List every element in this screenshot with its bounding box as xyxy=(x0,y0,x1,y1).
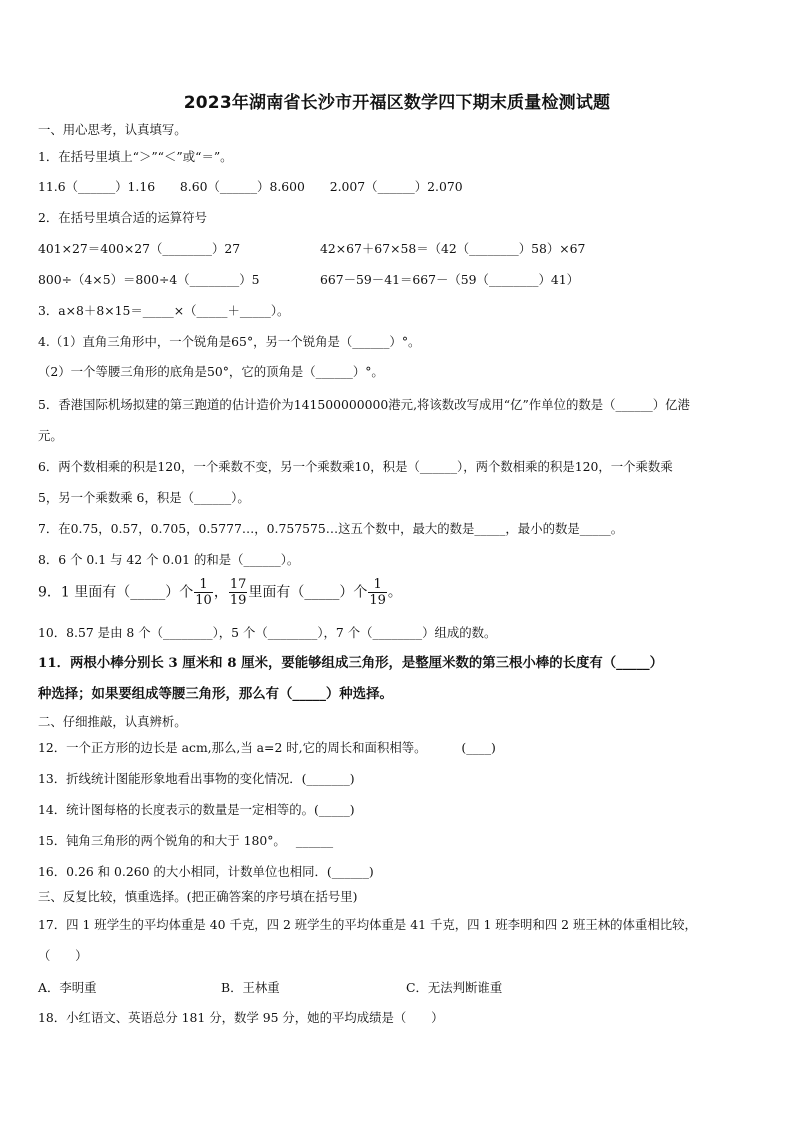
question-15: 15．钝角三角形的两个锐角的和大于 180°。 ______ xyxy=(38,833,334,848)
question-2-item-d: 667－59－41＝667－（59（________）41） xyxy=(320,272,580,287)
question-8: 8．6 个 0.1 与 42 个 0.01 的和是（______）。 xyxy=(38,552,300,567)
fraction-one-tenth xyxy=(194,578,213,607)
question-5-line-1: 5．香港国际机场拟建的第三跑道的估计造价为141500000000港元,将该数改写成用“亿”作单位的数是（______）亿港 xyxy=(38,397,690,412)
question-17-option-a: A．李明重 xyxy=(38,980,97,995)
question-9-part-2: ， xyxy=(213,584,228,601)
question-16: 16．0.26 和 0.260 的大小相同，计数单位也相同．(______) xyxy=(38,864,374,879)
fraction-one-nineteenth xyxy=(368,578,387,607)
question-7: 7．在0.75，0.57，0.705，0.5777…，0.757575…这五个数中，最大的数是_____，最小的数是_____。 xyxy=(38,521,624,536)
fraction-denominator: 19 xyxy=(229,593,247,608)
question-9-part-4: 。 xyxy=(387,584,402,601)
question-5-line-2: 元。 xyxy=(38,428,63,443)
question-12: 12．一个正方形的边长是 acm,那么,当 a=2 时,它的周长和面积相等。 (____) xyxy=(38,740,496,755)
question-2-item-a: 401×27＝400×27（________）27 xyxy=(38,241,241,256)
question-2-title: 2．在括号里填合适的运算符号 xyxy=(38,210,207,225)
question-4-part-2: （2）一个等腰三角形的底角是50°，它的顶角是（______）°。 xyxy=(38,364,384,379)
question-18: 18．小红语文、英语总分 181 分，数学 95 分，她的平均成绩是（ ） xyxy=(38,1010,444,1025)
fraction-numerator: 1 xyxy=(199,577,208,592)
question-9-part-1: 9．1 里面有（_____）个 xyxy=(38,584,194,601)
fraction-numerator: 17 xyxy=(229,577,247,592)
question-10: 10．8.57 是由 8 个（________），5 个（________），7 个（________）组成的数。 xyxy=(38,625,497,640)
question-11-line-1: 11．两根小棒分别长 3 厘米和 8 厘米，要能够组成三角形，是整厘米数的第三根小棒的长度有（_____） xyxy=(38,655,664,671)
question-13: 13．折线统计图能形象地看出事物的变化情况．(_______) xyxy=(38,771,355,786)
section-heading-1: 一、用心思考，认真填写。 xyxy=(38,122,187,137)
question-3: 3．a×8＋8×15＝_____×（_____＋_____）。 xyxy=(38,303,290,318)
question-6-line-2: 5，另一个乘数乘 6，积是（______）。 xyxy=(38,490,250,505)
question-2-item-b: 42×67＋67×58＝（42（________）58）×67 xyxy=(320,241,586,256)
page-title: 2023年湖南省长沙市开福区数学四下期末质量检测试题 xyxy=(183,93,611,113)
question-4-part-1: 4.（1）直角三角形中，一个锐角是65°，另一个锐角是（______）°。 xyxy=(38,334,421,349)
question-2-item-c: 800÷（4×5）＝800÷4（________）5 xyxy=(38,272,260,287)
fraction-seventeen-nineteenths xyxy=(229,578,248,607)
section-heading-2: 二、仔细推敲，认真辨析。 xyxy=(38,714,187,729)
question-17-option-b: B．王林重 xyxy=(221,980,280,995)
fraction-denominator: 10 xyxy=(195,593,212,608)
question-17-line-1: 17．四 1 班学生的平均体重是 40 千克，四 2 班学生的平均体重是 41 千克，四 1 班李明和四 2 班王林的体重相比较， xyxy=(38,917,697,932)
question-6-line-1: 6．两个数相乘的积是120，一个乘数不变，另一个乘数乘10，积是（______），两个数相乘的积是120，一个乘数乘 xyxy=(38,459,673,474)
question-9 xyxy=(38,578,402,607)
fraction-denominator: 19 xyxy=(369,593,386,608)
fraction-numerator: 1 xyxy=(373,577,382,592)
question-1-title: 1．在括号里填上“＞”“＜”或“＝”。 xyxy=(38,149,233,164)
question-17-line-2: （ ） xyxy=(38,948,88,963)
question-17-option-c: C．无法判断谁重 xyxy=(406,980,503,995)
question-11-line-2: 种选择；如果要组成等腰三角形，那么有（_____）种选择。 xyxy=(38,686,393,702)
question-14: 14．统计图每格的长度表示的数量是一定相等的。(_____) xyxy=(38,802,355,817)
question-9-part-3: 里面有（_____）个 xyxy=(248,584,368,601)
question-1-items: 11.6（______）1.16 8.60（______）8.600 2.007（______）2.070 xyxy=(38,179,463,194)
section-heading-3: 三、反复比较，慎重选择。(把正确答案的序号填在括号里) xyxy=(38,889,358,904)
